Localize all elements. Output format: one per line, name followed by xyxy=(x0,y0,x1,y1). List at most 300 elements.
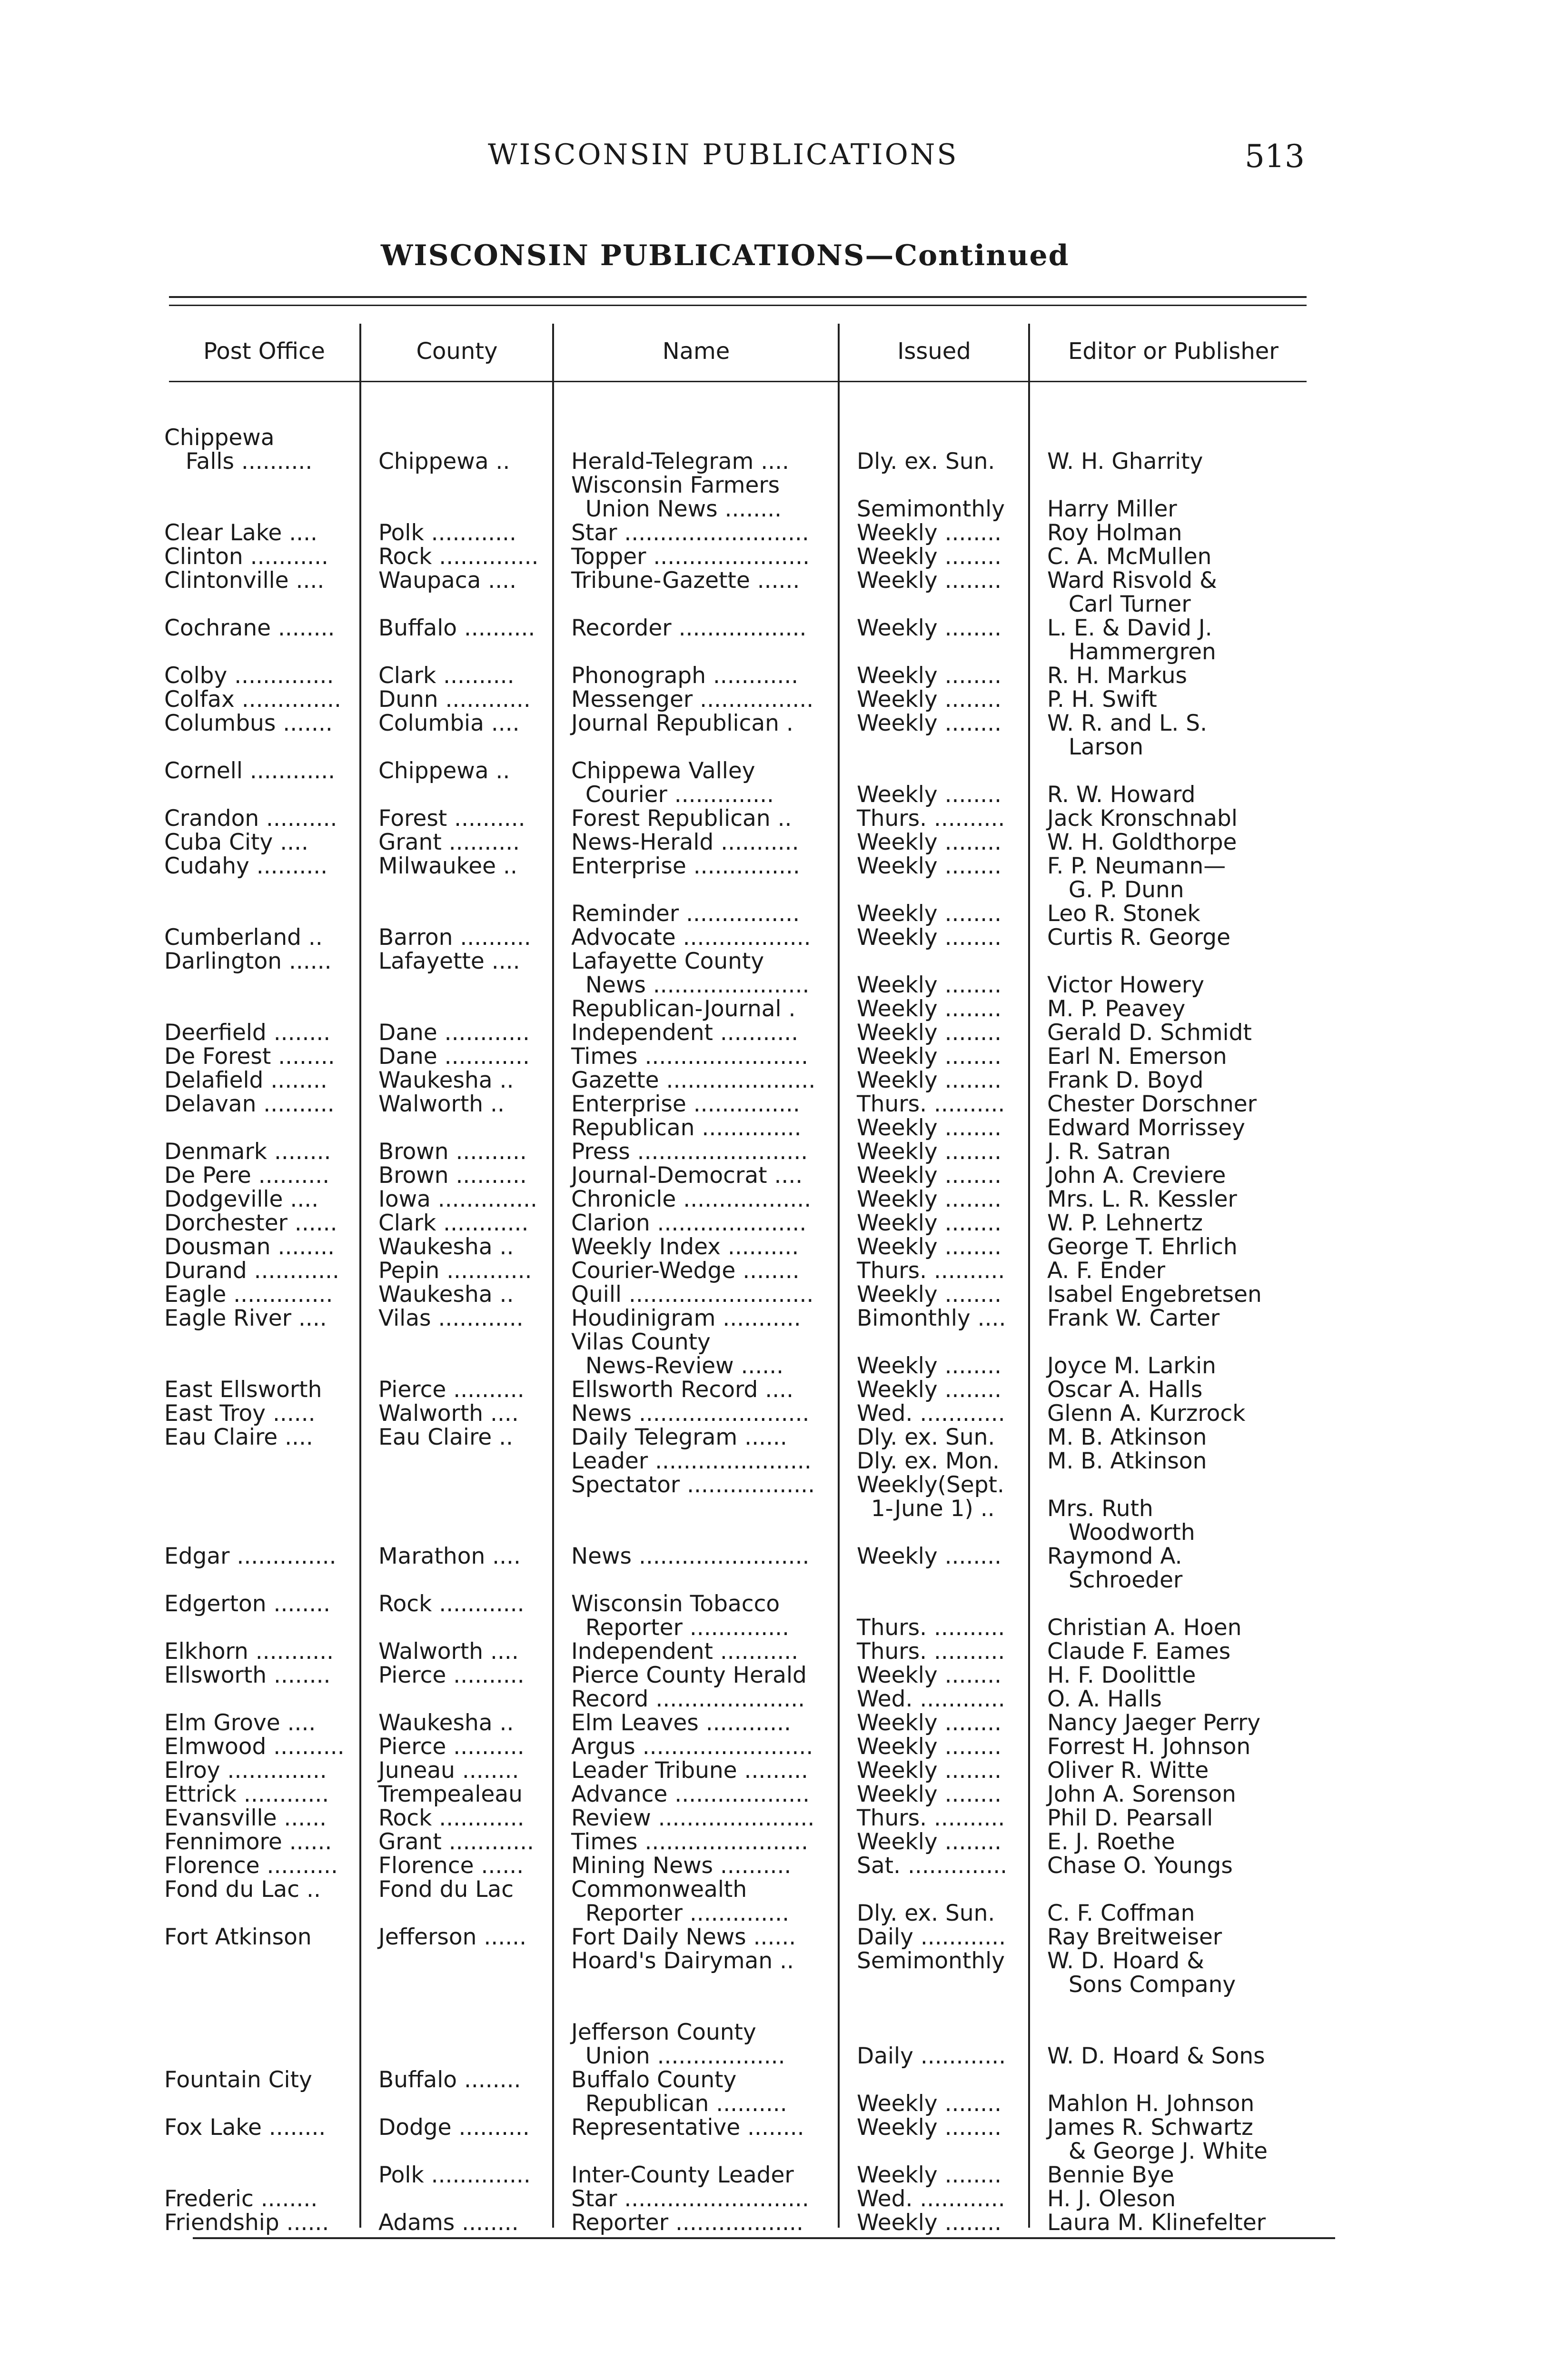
post-office-cell: De Forest ........ xyxy=(164,1043,335,1070)
county-cell: Rock ............ xyxy=(378,1805,525,1831)
table-row xyxy=(0,831,1546,854)
issued-cell: Weekly ........ xyxy=(857,1067,1002,1093)
name-cell: News-Review ...... xyxy=(571,1353,784,1379)
name-cell: Argus ........................ xyxy=(571,1734,813,1760)
issued-cell: Dly. ex. Sun. xyxy=(857,1900,995,1926)
editor-cell: Carl Turner xyxy=(1047,591,1191,617)
issued-cell: 1-June 1) .. xyxy=(857,1496,995,1522)
editor-cell: George T. Ehrlich xyxy=(1047,1234,1238,1260)
post-office-cell: Clear Lake .... xyxy=(164,520,318,546)
issued-cell: Weekly ........ xyxy=(857,686,1002,713)
editor-cell: John A. Sorenson xyxy=(1047,1781,1236,1807)
name-cell: Phonograph ............ xyxy=(571,663,799,689)
table-row xyxy=(0,1354,1546,1378)
table-row xyxy=(0,426,1546,450)
editor-cell: Nancy Jaeger Perry xyxy=(1047,1710,1261,1736)
name-cell: Chippewa Valley xyxy=(571,758,755,784)
table-row xyxy=(0,1640,1546,1664)
name-cell: Enterprise ............... xyxy=(571,1091,800,1117)
table-row xyxy=(0,1759,1546,1783)
post-office-cell: Clintonville .... xyxy=(164,567,325,594)
post-office-cell: Delavan .......... xyxy=(164,1091,335,1117)
issued-cell: Thurs. .......... xyxy=(857,1258,1005,1284)
issued-cell: Weekly ........ xyxy=(857,1139,1002,1165)
editor-cell: Harry Miller xyxy=(1047,496,1177,522)
post-office-cell: Frederic ........ xyxy=(164,2186,318,2212)
post-office-cell: East Troy ...... xyxy=(164,1400,316,1427)
name-cell: Chronicle .................. xyxy=(571,1186,812,1212)
table-row xyxy=(0,1497,1546,1521)
county-cell: Vilas ............ xyxy=(378,1305,524,1331)
county-cell: Brown .......... xyxy=(378,1162,527,1189)
issued-cell: Weekly ........ xyxy=(857,1662,1002,1688)
post-office-cell: Edgar .............. xyxy=(164,1543,337,1569)
table-row xyxy=(0,1092,1546,1116)
table-row xyxy=(0,1973,1546,1997)
name-cell: Buffalo County xyxy=(571,2067,737,2093)
column-header-post-office: Post Office xyxy=(203,338,325,365)
post-office-cell: Elkhorn ........... xyxy=(164,1638,334,1665)
issued-cell: Thurs. .......... xyxy=(857,1638,1005,1665)
table-row xyxy=(0,521,1546,545)
issued-cell: Weekly ........ xyxy=(857,520,1002,546)
editor-cell: Ray Breitweiser xyxy=(1047,1924,1222,1950)
county-cell: Pierce .......... xyxy=(378,1662,525,1688)
name-cell: Reporter .................. xyxy=(571,2210,803,2236)
table-row xyxy=(0,1259,1546,1283)
editor-cell: Mrs. Ruth xyxy=(1047,1496,1153,1522)
table-row xyxy=(0,1997,1546,2021)
county-cell: Dane ............ xyxy=(378,1020,530,1046)
table-row xyxy=(0,997,1546,1021)
county-cell: Juneau ........ xyxy=(378,1757,519,1784)
name-cell: Star .......................... xyxy=(571,2186,809,2212)
county-cell: Pierce .......... xyxy=(378,1734,525,1760)
editor-cell: Oscar A. Halls xyxy=(1047,1377,1203,1403)
editor-cell: P. H. Swift xyxy=(1047,686,1157,713)
issued-cell: Weekly ........ xyxy=(857,710,1002,736)
post-office-cell: Cumberland .. xyxy=(164,924,323,951)
county-cell: Iowa .............. xyxy=(378,1186,537,1212)
county-cell: Pepin ............ xyxy=(378,1258,532,1284)
name-cell: Wisconsin Tobacco xyxy=(571,1591,780,1617)
table-row xyxy=(0,1069,1546,1092)
issued-cell: Dly. ex. Mon. xyxy=(857,1448,1000,1474)
name-cell: Record ..................... xyxy=(571,1686,805,1712)
name-cell: Leader Tribune ......... xyxy=(571,1757,808,1784)
running-head: WISCONSIN PUBLICATIONS xyxy=(488,138,959,171)
post-office-cell: Cuba City .... xyxy=(164,829,308,855)
name-cell: Reminder ................ xyxy=(571,901,800,927)
post-office-cell: Cochrane ........ xyxy=(164,615,335,641)
editor-cell: Jack Kronschnabl xyxy=(1047,805,1238,832)
name-cell: Star .......................... xyxy=(571,520,809,546)
name-cell: Advocate .................. xyxy=(571,924,811,951)
issued-cell: Weekly(Sept. xyxy=(857,1472,1004,1498)
name-cell: Republican .............. xyxy=(571,1115,802,1141)
name-cell: Topper ...................... xyxy=(571,544,810,570)
post-office-cell: Elm Grove .... xyxy=(164,1710,316,1736)
name-cell: Journal-Democrat .... xyxy=(571,1162,803,1189)
issued-cell: Weekly ........ xyxy=(857,996,1002,1022)
editor-cell: A. F. Ender xyxy=(1047,1258,1166,1284)
county-cell: Polk .............. xyxy=(378,2162,531,2188)
table-row xyxy=(0,2187,1546,2211)
table-row xyxy=(0,1545,1546,1568)
post-office-cell: Elroy .............. xyxy=(164,1757,327,1784)
name-cell: Quill .......................... xyxy=(571,1281,814,1308)
name-cell: Republican .......... xyxy=(571,2091,787,2117)
issued-cell: Weekly ........ xyxy=(857,972,1002,998)
editor-cell: Schroeder xyxy=(1047,1567,1183,1593)
editor-cell: J. R. Satran xyxy=(1047,1139,1171,1165)
name-cell: Mining News .......... xyxy=(571,1853,792,1879)
editor-cell: Isabel Engebretsen xyxy=(1047,1281,1262,1308)
county-cell: Polk ............ xyxy=(378,520,516,546)
name-cell: Leader ...................... xyxy=(571,1448,812,1474)
county-cell: Waukesha .. xyxy=(378,1234,514,1260)
table-row xyxy=(0,1711,1546,1735)
post-office-cell: Fox Lake ........ xyxy=(164,2114,326,2141)
editor-cell: C. A. McMullen xyxy=(1047,544,1212,570)
table-row xyxy=(0,2211,1546,2235)
table-row xyxy=(0,450,1546,474)
county-cell: Waukesha .. xyxy=(378,1710,514,1736)
county-cell: Trempealeau xyxy=(378,1781,523,1807)
editor-cell: Forrest H. Johnson xyxy=(1047,1734,1251,1760)
post-office-cell: Falls .......... xyxy=(164,448,313,475)
post-office-cell: Denmark ........ xyxy=(164,1139,331,1165)
county-cell: Rock ............ xyxy=(378,1591,525,1617)
editor-cell: W. P. Lehnertz xyxy=(1047,1210,1203,1236)
editor-cell: Edward Morrissey xyxy=(1047,1115,1245,1141)
editor-cell: Raymond A. xyxy=(1047,1543,1182,1569)
issued-cell: Weekly ........ xyxy=(857,2114,1002,2141)
name-cell: Press ........................ xyxy=(571,1139,808,1165)
issued-cell: Weekly ........ xyxy=(857,1210,1002,1236)
table-row xyxy=(0,497,1546,521)
table-row xyxy=(0,783,1546,807)
issued-cell: Weekly ........ xyxy=(857,544,1002,570)
issued-cell: Weekly ........ xyxy=(857,1115,1002,1141)
county-cell: Milwaukee .. xyxy=(378,853,517,879)
table-row xyxy=(0,878,1546,902)
table-row xyxy=(0,1735,1546,1759)
issued-cell: Weekly ........ xyxy=(857,901,1002,927)
table-row xyxy=(0,1616,1546,1640)
name-cell: News ........................ xyxy=(571,1543,810,1569)
county-cell: Buffalo ........ xyxy=(378,2067,521,2093)
issued-cell: Daily ............ xyxy=(857,1924,1006,1950)
header-rule xyxy=(169,381,1307,382)
editor-cell: O. A. Halls xyxy=(1047,1686,1162,1712)
name-cell: Pierce County Herald xyxy=(571,1662,807,1688)
editor-cell: & George J. White xyxy=(1047,2138,1268,2164)
column-header-name: Name xyxy=(662,338,730,365)
issued-cell: Weekly ........ xyxy=(857,1710,1002,1736)
county-cell: Marathon .... xyxy=(378,1543,521,1569)
name-cell: Review ...................... xyxy=(571,1805,815,1831)
editor-cell: R. H. Markus xyxy=(1047,663,1187,689)
issued-cell: Weekly ........ xyxy=(857,1377,1002,1403)
issued-cell: Weekly ........ xyxy=(857,1781,1002,1807)
editor-cell: Laura M. Klinefelter xyxy=(1047,2210,1266,2236)
post-office-cell: Colby .............. xyxy=(164,663,334,689)
name-cell: Times ....................... xyxy=(571,1043,809,1070)
issued-cell: Semimonthly xyxy=(857,1948,1005,1974)
name-cell: Hoard's Dairyman .. xyxy=(571,1948,794,1974)
county-cell: Grant ............ xyxy=(378,1829,534,1855)
table-row xyxy=(0,545,1546,569)
name-cell: Gazette ..................... xyxy=(571,1067,816,1093)
post-office-cell: De Pere .......... xyxy=(164,1162,330,1189)
table-row xyxy=(0,1687,1546,1711)
post-office-cell: Elmwood .......... xyxy=(164,1734,345,1760)
table-row xyxy=(0,2163,1546,2187)
table-row xyxy=(0,1783,1546,1806)
name-cell: Inter-County Leader xyxy=(571,2162,794,2188)
issued-cell: Weekly ........ xyxy=(857,1020,1002,1046)
editor-cell: Sons Company xyxy=(1047,1972,1236,1998)
editor-cell: Joyce M. Larkin xyxy=(1047,1353,1216,1379)
county-cell: Adams ........ xyxy=(378,2210,519,2236)
post-office-cell: Fennimore ...... xyxy=(164,1829,332,1855)
editor-cell: Oliver R. Witte xyxy=(1047,1757,1209,1784)
editor-cell: John A. Creviere xyxy=(1047,1162,1226,1189)
name-cell: Ellsworth Record .... xyxy=(571,1377,794,1403)
column-header-issued: Issued xyxy=(897,338,971,365)
table-row xyxy=(0,1854,1546,1878)
editor-cell: Gerald D. Schmidt xyxy=(1047,1020,1252,1046)
editor-cell: W. R. and L. S. xyxy=(1047,710,1208,736)
editor-cell: Frank D. Boyd xyxy=(1047,1067,1204,1093)
table-row xyxy=(0,902,1546,926)
post-office-cell: Darlington ...... xyxy=(164,948,332,974)
post-office-cell: Colfax .............. xyxy=(164,686,341,713)
name-cell: Tribune-Gazette ...... xyxy=(571,567,800,594)
issued-cell: Weekly ........ xyxy=(857,1757,1002,1784)
issued-cell: Weekly ........ xyxy=(857,615,1002,641)
editor-cell: Mahlon H. Johnson xyxy=(1047,2091,1255,2117)
table-row xyxy=(0,1402,1546,1426)
county-cell: Pierce .......... xyxy=(378,1377,525,1403)
name-cell: Independent ........... xyxy=(571,1020,799,1046)
table-row xyxy=(0,1045,1546,1069)
post-office-cell: Edgerton ........ xyxy=(164,1591,331,1617)
issued-cell: Weekly ........ xyxy=(857,1734,1002,1760)
name-cell: Spectator .................. xyxy=(571,1472,815,1498)
name-cell: Reporter .............. xyxy=(571,1615,790,1641)
county-cell: Rock .............. xyxy=(378,544,539,570)
editor-cell: E. J. Roethe xyxy=(1047,1829,1175,1855)
table-row xyxy=(0,1830,1546,1854)
post-office-cell: Friendship ...... xyxy=(164,2210,329,2236)
name-cell: Journal Republican . xyxy=(571,710,793,736)
post-office-cell: Crandon .......... xyxy=(164,805,337,832)
table-row xyxy=(0,1283,1546,1307)
issued-cell: Weekly ........ xyxy=(857,1281,1002,1308)
county-cell: Dodge .......... xyxy=(378,2114,530,2141)
post-office-cell: Cornell ............ xyxy=(164,758,336,784)
issued-cell: Thurs. .......... xyxy=(857,1615,1005,1641)
post-office-cell: Eau Claire .... xyxy=(164,1424,313,1450)
name-cell: Republican-Journal . xyxy=(571,996,796,1022)
county-cell: Grant .......... xyxy=(378,829,520,855)
table-title: WISCONSIN PUBLICATIONS—Continued xyxy=(381,239,1070,272)
table-row xyxy=(0,1211,1546,1235)
issued-cell: Weekly ........ xyxy=(857,782,1002,808)
name-cell: Independent ........... xyxy=(571,1638,799,1665)
county-cell: Clark ............ xyxy=(378,1210,529,1236)
name-cell: Messenger ................ xyxy=(571,686,814,713)
editor-cell: R. W. Howard xyxy=(1047,782,1196,808)
editor-cell: F. P. Neumann— xyxy=(1047,853,1226,879)
issued-cell: Weekly ........ xyxy=(857,1162,1002,1189)
name-cell: Vilas County xyxy=(571,1329,711,1355)
table-row xyxy=(0,1592,1546,1616)
table-row xyxy=(0,1235,1546,1259)
name-cell: Wisconsin Farmers xyxy=(571,472,780,498)
editor-cell: Roy Holman xyxy=(1047,520,1182,546)
county-cell: Dunn ............ xyxy=(378,686,531,713)
county-cell: Eau Claire .. xyxy=(378,1424,513,1450)
table-row xyxy=(0,569,1546,593)
editor-cell: W. D. Hoard & Sons xyxy=(1047,2043,1265,2069)
table-row xyxy=(0,1902,1546,1925)
post-office-cell: Chippewa xyxy=(164,425,275,451)
editor-cell: Claude F. Eames xyxy=(1047,1638,1231,1665)
county-cell: Walworth .. xyxy=(378,1091,505,1117)
name-cell: Weekly Index .......... xyxy=(571,1234,799,1260)
editor-cell: Chester Dorschner xyxy=(1047,1091,1257,1117)
table-row xyxy=(0,2116,1546,2140)
county-cell: Brown .......... xyxy=(378,1139,527,1165)
issued-cell: Sat. .............. xyxy=(857,1853,1008,1879)
issued-cell: Semimonthly xyxy=(857,496,1005,522)
editor-cell: Curtis R. George xyxy=(1047,924,1231,951)
name-cell: Houdinigram ........... xyxy=(571,1305,801,1331)
editor-cell: W. D. Hoard & xyxy=(1047,1948,1204,1974)
post-office-cell: Durand ............ xyxy=(164,1258,339,1284)
editor-cell: Leo R. Stonek xyxy=(1047,901,1200,927)
table-row xyxy=(0,664,1546,688)
post-office-cell: Columbus ....... xyxy=(164,710,333,736)
table-row xyxy=(0,1307,1546,1330)
editor-cell: M. P. Peavey xyxy=(1047,996,1186,1022)
column-header-county: County xyxy=(416,338,498,365)
issued-cell: Weekly ........ xyxy=(857,1234,1002,1260)
editor-cell: L. E. & David J. xyxy=(1047,615,1212,641)
editor-cell: Glenn A. Kurzrock xyxy=(1047,1400,1246,1427)
table-row xyxy=(0,593,1546,616)
issued-cell: Weekly ........ xyxy=(857,2162,1002,2188)
issued-cell: Weekly ........ xyxy=(857,1043,1002,1070)
county-cell: Waukesha .. xyxy=(378,1281,514,1308)
name-cell: Advance ................... xyxy=(571,1781,810,1807)
county-cell: Jefferson ...... xyxy=(378,1924,527,1950)
post-office-cell: Fond du Lac .. xyxy=(164,1876,321,1903)
editor-cell: Victor Howery xyxy=(1047,972,1205,998)
issued-cell: Bimonthly .... xyxy=(857,1305,1006,1331)
table-row xyxy=(0,759,1546,783)
table-row xyxy=(0,1806,1546,1830)
county-cell: Chippewa .. xyxy=(378,448,510,475)
county-cell: Florence ...... xyxy=(378,1853,524,1879)
post-office-cell: Fort Atkinson xyxy=(164,1924,312,1950)
editor-cell: Christian A. Hoen xyxy=(1047,1615,1242,1641)
editor-cell: H. J. Oleson xyxy=(1047,2186,1176,2212)
name-cell: News ........................ xyxy=(571,1400,810,1427)
county-cell: Lafayette .... xyxy=(378,948,520,974)
editor-cell: M. B. Atkinson xyxy=(1047,1424,1207,1450)
name-cell: Representative ........ xyxy=(571,2114,804,2141)
table-row xyxy=(0,807,1546,831)
editor-cell: H. F. Doolittle xyxy=(1047,1662,1196,1688)
table-row xyxy=(0,2044,1546,2068)
table-row xyxy=(0,1878,1546,1902)
top-rule xyxy=(169,296,1307,298)
editor-cell: Phil D. Pearsall xyxy=(1047,1805,1213,1831)
post-office-cell: Cudahy .......... xyxy=(164,853,328,879)
table-row xyxy=(0,854,1546,878)
editor-cell: James R. Schwartz xyxy=(1047,2114,1253,2141)
issued-cell: Thurs. .......... xyxy=(857,1091,1005,1117)
issued-cell: Weekly ........ xyxy=(857,1829,1002,1855)
issued-cell: Weekly ........ xyxy=(857,2210,1002,2236)
county-cell: Barron .......... xyxy=(378,924,531,951)
name-cell: Union News ........ xyxy=(571,496,782,522)
editor-cell: Mrs. L. R. Kessler xyxy=(1047,1186,1237,1212)
table-row xyxy=(0,1473,1546,1497)
issued-cell: Weekly ........ xyxy=(857,829,1002,855)
county-cell: Chippewa .. xyxy=(378,758,510,784)
table-row xyxy=(0,1426,1546,1449)
name-cell: Clarion ..................... xyxy=(571,1210,807,1236)
table-row xyxy=(0,2021,1546,2044)
post-office-cell: Florence .......... xyxy=(164,1853,338,1879)
county-cell: Dane ............ xyxy=(378,1043,530,1070)
county-cell: Fond du Lac xyxy=(378,1876,514,1903)
issued-cell: Weekly ........ xyxy=(857,1543,1002,1569)
name-cell: Commonwealth xyxy=(571,1876,747,1903)
table-row xyxy=(0,712,1546,735)
name-cell: Times ....................... xyxy=(571,1829,809,1855)
editor-cell: W. H. Goldthorpe xyxy=(1047,829,1237,855)
table-row xyxy=(0,1925,1546,1949)
county-cell: Walworth .... xyxy=(378,1638,519,1665)
table-row xyxy=(0,926,1546,950)
editor-cell: Chase O. Youngs xyxy=(1047,1853,1233,1879)
name-cell: News ...................... xyxy=(571,972,810,998)
table-row xyxy=(0,1568,1546,1592)
table-row xyxy=(0,616,1546,640)
editor-cell: G. P. Dunn xyxy=(1047,877,1184,903)
issued-cell: Wed. ............ xyxy=(857,2186,1005,2212)
table-row xyxy=(0,1330,1546,1354)
table-row xyxy=(0,973,1546,997)
post-office-cell: Ellsworth ........ xyxy=(164,1662,331,1688)
table-row xyxy=(0,1378,1546,1402)
name-cell: Enterprise ............... xyxy=(571,853,800,879)
table-row xyxy=(0,1021,1546,1045)
name-cell: Recorder .................. xyxy=(571,615,807,641)
table-row xyxy=(0,1188,1546,1211)
table-row xyxy=(0,2092,1546,2116)
name-cell: Fort Daily News ...... xyxy=(571,1924,796,1950)
table-row xyxy=(0,1140,1546,1164)
post-office-cell: Fountain City xyxy=(164,2067,312,2093)
editor-cell: Woodworth xyxy=(1047,1519,1195,1546)
